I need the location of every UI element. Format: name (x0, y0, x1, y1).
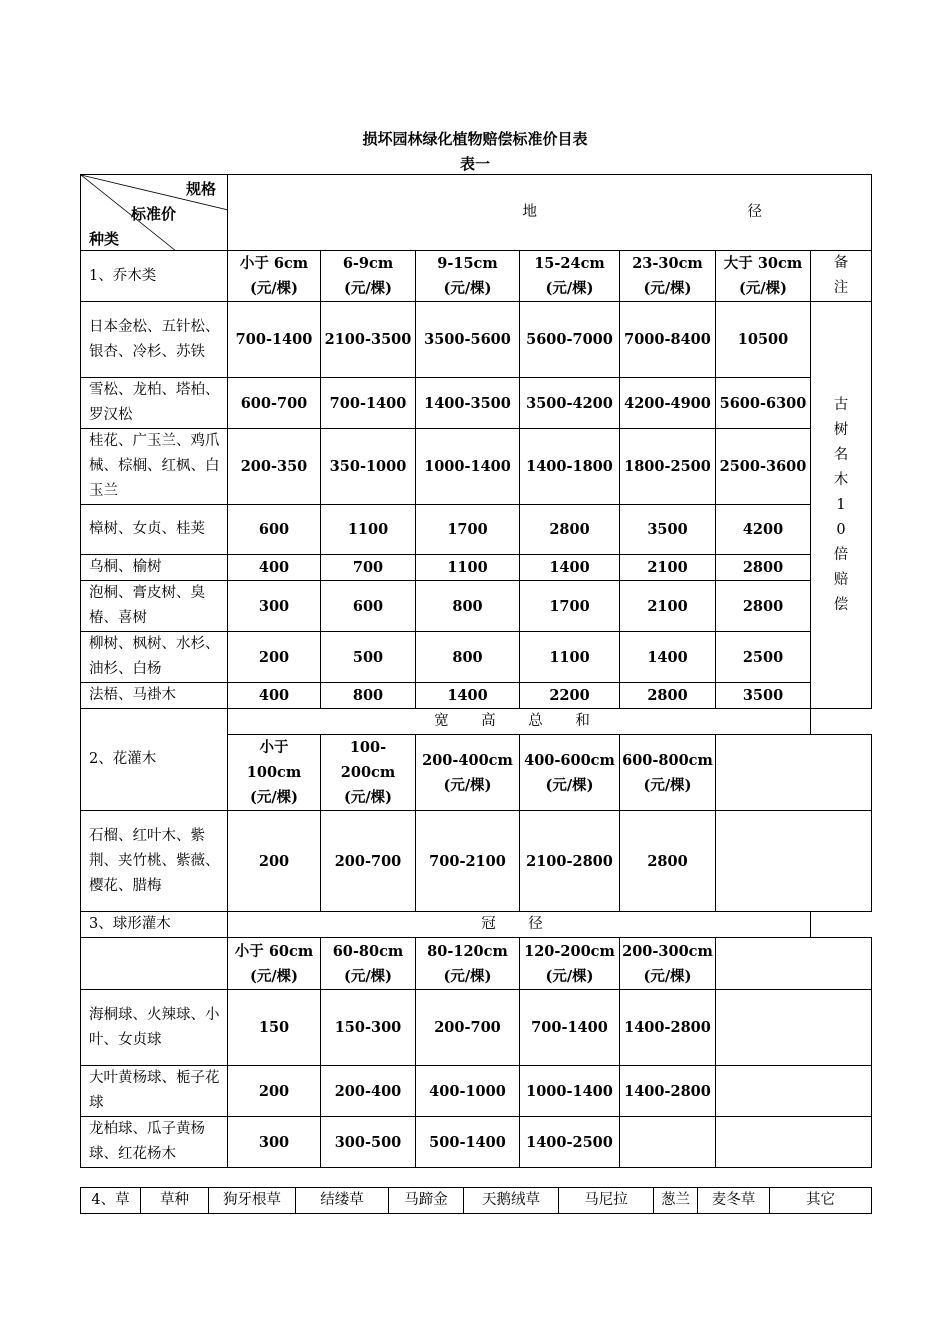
price-cell: 1400-2500 (520, 1117, 620, 1168)
price-cell: 700-1400 (321, 378, 416, 429)
ball-col-label: 80-120cm (元/棵) (416, 938, 520, 990)
price-cell: 2200 (520, 683, 620, 709)
price-cell: 800 (416, 632, 520, 683)
tree-col-label: 6-9cm (元/棵) (321, 251, 416, 302)
price-cell: 200-700 (321, 811, 416, 912)
price-cell: 400 (228, 555, 321, 581)
price-cell: 200-350 (228, 429, 321, 505)
price-cell: 2100-2800 (520, 811, 620, 912)
price-cell: 5600-6300 (716, 378, 811, 429)
table-subtitle: 表一 (459, 155, 490, 173)
plant-name: 樟树、女贞、桂荚 (81, 505, 228, 555)
diameter-char-1: 地 (522, 204, 537, 220)
price-cell: 200-700 (416, 990, 520, 1066)
spacer (811, 709, 830, 735)
diameter-char-2: 径 (747, 204, 762, 220)
price-cell: 2100 (620, 581, 716, 632)
tree-col-label: 小于 6cm (元/棵) (228, 251, 321, 302)
tree-col-label: 9-15cm (元/棵) (416, 251, 520, 302)
remark-header (811, 251, 872, 302)
price-cell: 1100 (416, 555, 520, 581)
price-cell: 1700 (520, 581, 620, 632)
shrub-col-label: 400-600cm (元/棵) (520, 735, 620, 811)
ball-col-header (81, 938, 872, 990)
table-row (81, 990, 872, 1066)
price-cell: 7000-8400 (620, 302, 716, 378)
grass-type-cell: 结缕草 (296, 1188, 389, 1214)
price-cell: 10500 (716, 302, 811, 378)
empty-cell (716, 1117, 872, 1168)
price-cell: 800 (416, 581, 520, 632)
price-cell: 700-1400 (228, 302, 321, 378)
tree-col-label: 大于 30cm (元/棵) (716, 251, 811, 302)
price-cell: 2100 (620, 555, 716, 581)
shrub-col-label: 600-800cm (元/棵) (620, 735, 716, 811)
tree-col-header (81, 251, 872, 302)
plant-name: 泡桐、膏皮树、臭椿、喜树 (81, 581, 228, 632)
ball-col-label: 200-300cm (元/棵) (620, 938, 716, 990)
grass-type-cell: 麦冬草 (698, 1188, 770, 1214)
price-cell: 4200 (716, 505, 811, 555)
ball-span-title: 冠 径 (228, 912, 811, 938)
grass-type-cell: 狗牙根草 (209, 1188, 296, 1214)
price-cell: 1400-2800 (620, 990, 716, 1066)
shrub-category-label: 2、花灌木 (81, 709, 228, 811)
price-cell: 3500-4200 (520, 378, 620, 429)
ball-col-label: 120-200cm (元/棵) (520, 938, 620, 990)
price-cell: 600 (228, 505, 321, 555)
shrub-col-label: 200-400cm (元/棵) (416, 735, 520, 811)
price-cell: 1400-3500 (416, 378, 520, 429)
ball-col-label: 小于 60cm (元/棵) (228, 938, 321, 990)
table-row (81, 632, 872, 683)
price-cell: 1400-2800 (620, 1066, 716, 1117)
corner-kind-label: 种类 (89, 230, 120, 248)
price-cell: 2800 (716, 555, 811, 581)
price-cell: 350-1000 (321, 429, 416, 505)
price-cell: 2800 (620, 683, 716, 709)
plant-name: 石榴、红叶木、紫荆、夹竹桃、紫薇、樱花、腊梅 (81, 811, 228, 912)
grass-type-cell: 马蹄金 (389, 1188, 464, 1214)
price-cell: 150 (228, 990, 321, 1066)
ball-span-row (81, 912, 872, 938)
price-cell: 1400 (416, 683, 520, 709)
plant-name: 日本金松、五针松、银杏、冷杉、苏铁 (81, 302, 228, 378)
price-cell: 2500-3600 (716, 429, 811, 505)
table-row (81, 1066, 872, 1117)
price-cell: 300-500 (321, 1117, 416, 1168)
corner-spec-label: 规格 (186, 180, 217, 198)
empty-cell (81, 938, 228, 990)
table-row (81, 1117, 872, 1168)
grass-type-cell: 葱兰 (654, 1188, 698, 1214)
price-cell: 2800 (716, 581, 811, 632)
empty-cell (716, 735, 872, 811)
grass-table (80, 1187, 872, 1214)
plant-name: 法梧、马褂木 (81, 683, 228, 709)
price-cell: 300 (228, 1117, 321, 1168)
plant-name: 桂花、广玉兰、鸡爪械、棕榈、红枫、白玉兰 (81, 429, 228, 505)
price-cell: 1700 (416, 505, 520, 555)
price-cell: 1100 (520, 632, 620, 683)
ball-col-label: 60-80cm (元/棵) (321, 938, 416, 990)
price-cell: 3500 (716, 683, 811, 709)
price-cell: 400 (228, 683, 321, 709)
price-cell: 1100 (321, 505, 416, 555)
shrub-col-label: 100-200cm (元/棵) (321, 735, 416, 811)
price-cell: 400-1000 (416, 1066, 520, 1117)
table-row (81, 581, 872, 632)
price-cell: 2500 (716, 632, 811, 683)
shrub-span-title: 宽 高 总 和 (228, 709, 811, 735)
price-cell: 200 (228, 1066, 321, 1117)
tree-col-label: 15-24cm (元/棵) (520, 251, 620, 302)
grass-category-label: 4、草 (81, 1188, 141, 1214)
page-title: 损坏园林绿化植物赔偿标准价目表 (362, 130, 588, 148)
price-table (80, 174, 872, 1168)
price-cell: 200 (228, 811, 321, 912)
table-row (81, 429, 872, 505)
price-cell: 3500-5600 (416, 302, 520, 378)
price-cell: 700 (321, 555, 416, 581)
price-cell: 1400 (620, 632, 716, 683)
grass-type-cell: 马尼拉 (559, 1188, 654, 1214)
price-cell: 500-1400 (416, 1117, 520, 1168)
price-cell: 4200-4900 (620, 378, 716, 429)
price-cell: 1400-1800 (520, 429, 620, 505)
price-cell: 2100-3500 (321, 302, 416, 378)
price-cell: 300 (228, 581, 321, 632)
corner-price-label: 标准价 (131, 205, 177, 223)
plant-name: 乌桐、榆树 (81, 555, 228, 581)
table-row (81, 683, 872, 709)
price-cell: 200-400 (321, 1066, 416, 1117)
price-cell: 700-1400 (520, 990, 620, 1066)
diameter-header (228, 175, 872, 251)
grass-type-cell: 天鹅绒草 (464, 1188, 559, 1214)
empty-cell (716, 1066, 872, 1117)
table-row (81, 811, 872, 912)
price-cell: 1800-2500 (620, 429, 716, 505)
price-cell: 1400 (520, 555, 620, 581)
grass-row (81, 1188, 872, 1214)
price-cell: 1000-1400 (520, 1066, 620, 1117)
table-row (81, 378, 872, 429)
header-row (81, 175, 872, 251)
table-row (81, 302, 872, 378)
price-cell: 1000-1400 (416, 429, 520, 505)
remark-text: 古树名木10倍赔偿 (833, 396, 849, 613)
spacer (830, 912, 872, 938)
price-cell: 500 (321, 632, 416, 683)
spacer (811, 912, 830, 938)
plant-name: 海桐球、火辣球、小叶、女贞球 (81, 990, 228, 1066)
plant-name: 雪松、龙柏、塔柏、罗汉松 (81, 378, 228, 429)
price-cell: 2800 (520, 505, 620, 555)
remark-header-text: 备注 (833, 255, 849, 296)
shrub-span-row (81, 709, 872, 735)
plant-name: 龙柏球、瓜子黄杨球、红花杨木 (81, 1117, 228, 1168)
price-cell: 3500 (620, 505, 716, 555)
price-cell: 200 (228, 632, 321, 683)
empty-cell (716, 990, 872, 1066)
price-cell: 2800 (620, 811, 716, 912)
shrub-col-label: 小于 100cm (元/棵) (228, 735, 321, 811)
grass-type-cell: 其它 (770, 1188, 872, 1214)
grass-type-cell: 草种 (141, 1188, 209, 1214)
ball-category-label: 3、球形灌木 (81, 912, 228, 938)
plant-name: 柳树、枫树、水杉、油杉、白杨 (81, 632, 228, 683)
price-cell: 600-700 (228, 378, 321, 429)
tree-col-label: 23-30cm (元/棵) (620, 251, 716, 302)
price-cell (620, 1117, 716, 1168)
tree-category-label: 1、乔木类 (81, 251, 228, 302)
price-cell: 150-300 (321, 990, 416, 1066)
empty-cell (716, 811, 872, 912)
table-row (81, 555, 872, 581)
price-cell: 5600-7000 (520, 302, 620, 378)
price-cell: 800 (321, 683, 416, 709)
corner-cell (81, 175, 228, 251)
plant-name: 大叶黄杨球、栀子花球 (81, 1066, 228, 1117)
table-row (81, 505, 872, 555)
price-cell: 700-2100 (416, 811, 520, 912)
price-cell: 600 (321, 581, 416, 632)
empty-cell (716, 938, 872, 990)
remark-cell (811, 302, 872, 709)
spacer (830, 709, 872, 735)
